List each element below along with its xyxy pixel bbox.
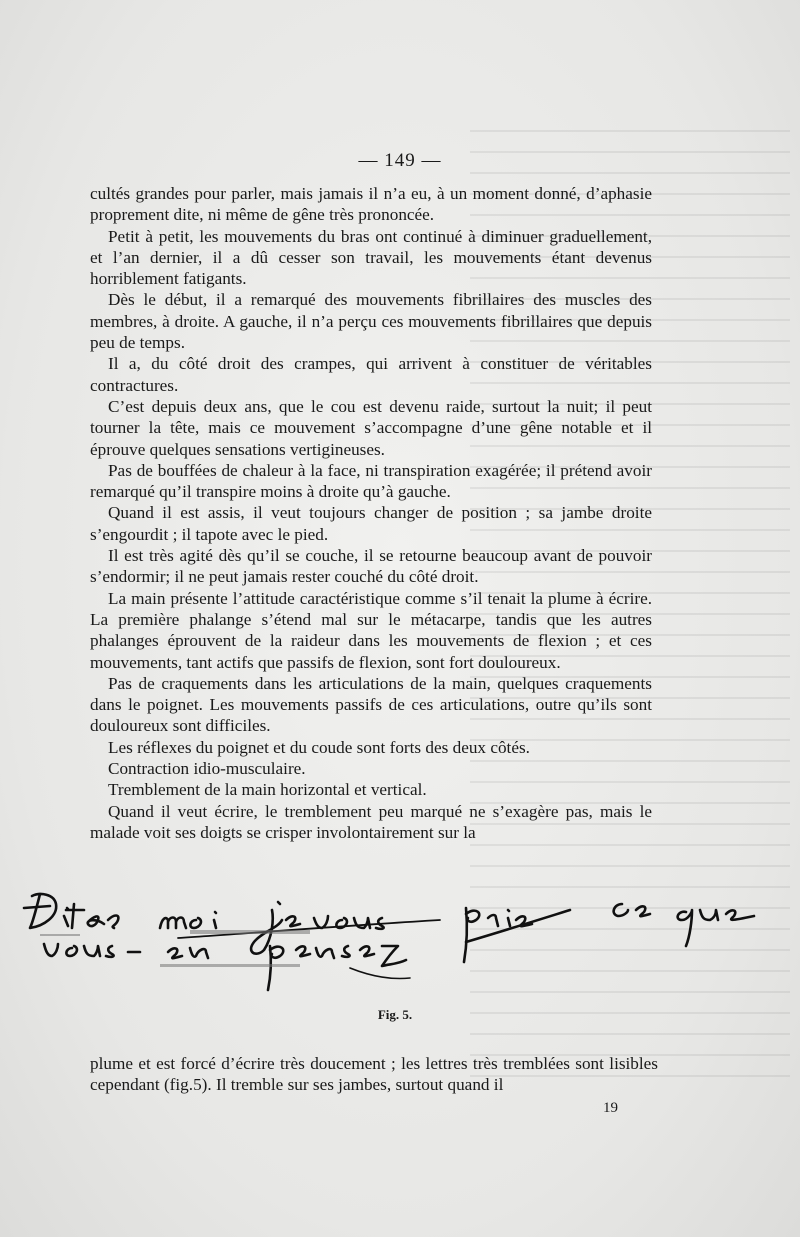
paragraph: Les réflexes du poignet et du coude sont forts des deux côtés. (108, 737, 530, 757)
printer-signature-mark: 19 (603, 1100, 618, 1116)
paragraph: Tremblement de la main horizontal et vertical. (108, 780, 427, 800)
continuation-text (90, 1053, 658, 1096)
paragraph: Contraction idio-musculaire. (108, 759, 306, 779)
body-text (90, 183, 652, 843)
paragraph: C’est depuis deux ans, que le cou est devenu raide, surtout la nuit; il peut tourner la tête, mais ce mouvement s’accompagne d’une gêne notable et il éprouve quelques sensations vertigineuses. (90, 396, 652, 459)
paragraph: Petit à petit, les mouvements du bras ont continué à diminuer graduellement, et l’an dernier, il a dû cesser son travail, les mouvements étant devenus horriblement fatigants. (90, 226, 652, 289)
page-number: — 149 — (358, 150, 442, 171)
paragraph: Il est très agité dès qu’il se couche, il se retourne beaucoup avant de pouvoir s’endormir; il ne peut jamais rester couché du côté droit. (90, 546, 652, 587)
paragraph: Dès le début, il a remarqué des mouvements fibrillaires des muscles des membres, à droite. A gauche, il n’a perçu ces mouvements fibrillaires que depuis peu de temps. (90, 290, 652, 353)
figure-caption: Fig. 5. (377, 1007, 413, 1022)
paragraph: cultés grandes pour parler, mais jamais il n’a eu, à un moment donné, d’aphasie proprement dite, ni même de gêne très prononcée. (90, 184, 652, 225)
paragraph: Pas de bouffées de chaleur à la face, ni transpiration exagérée; il prétend avoir remarqué qu’il transpire moins à droite qu’à gauche. (90, 460, 652, 502)
paragraph: Il a, du côté droit des crampes, qui arrivent à constituer de véritables contractures. (90, 354, 652, 395)
handwriting-sample (10, 880, 770, 1000)
handwriting-figure (10, 880, 770, 1000)
paragraph: plume et est forcé d’écrire très doucement ; les lettres très tremblées sont lisibles cependant (fig.5). Il tremble sur ses jambes, surtout quand il (90, 1054, 658, 1095)
paragraph: Quand il veut écrire, le tremblement peu marqué ne s’exagère pas, mais le malade voit ses doigts se crisper involontairement sur la (90, 801, 652, 842)
paragraph: La main présente l’attitude caractéristique comme s’il tenait la plume à écrire. La première phalange s’étend mal sur le métacarpe, tandis que les autres phalanges éprouvent de la raideur dans les mouvements de flexion ; et ces mouvements, tant actifs que passifs de flexion, sont fort douloureux. (90, 588, 652, 672)
paragraph: Pas de craquements dans les articulations de la main, quelques craquements dans le poignet. Les mouvements passifs de ces articulations, outre qu’ils sont douloureux sont difficiles. (90, 673, 652, 736)
paragraph: Quand il est assis, il veut toujours changer de position ; sa jambe droite s’engourdit ; il tapote avec le pied. (90, 503, 652, 544)
